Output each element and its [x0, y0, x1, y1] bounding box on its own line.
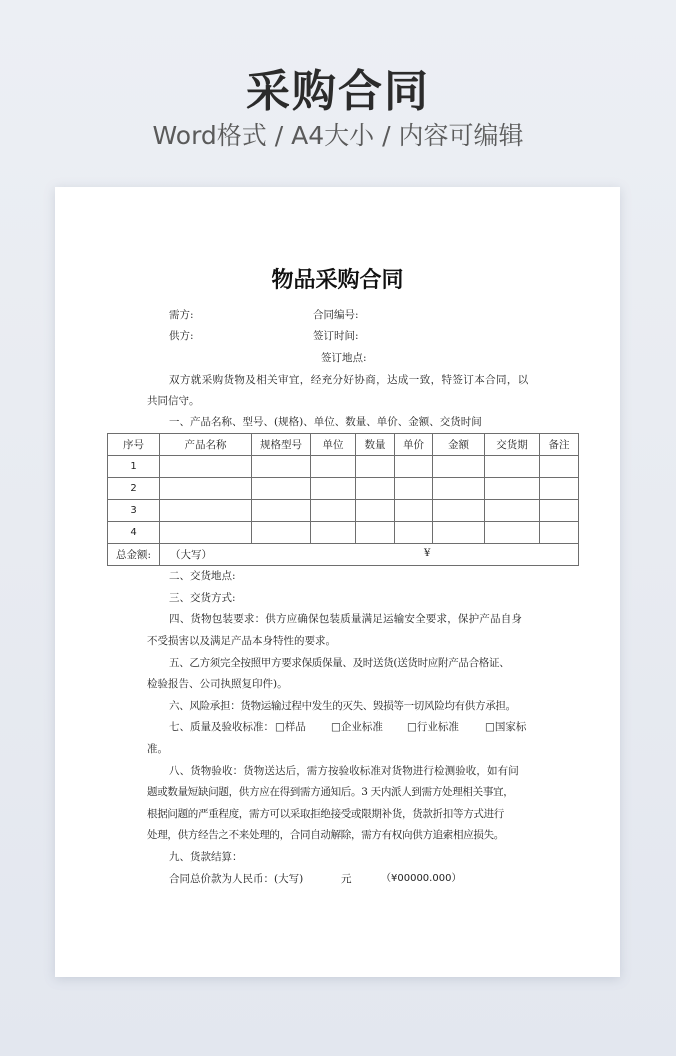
table-header: 单价 — [395, 434, 433, 456]
table-cell-index[interactable]: 3 — [108, 500, 160, 522]
intro-text-line2: 共同信守。 — [147, 395, 200, 407]
table-cell[interactable] — [160, 456, 252, 478]
section2-delivery-place: 二、交货地点: — [169, 570, 236, 582]
table-cell[interactable] — [160, 500, 252, 522]
table-cell[interactable] — [160, 478, 252, 500]
table-cell[interactable] — [252, 478, 311, 500]
supplier-field-label: 供方: — [169, 330, 194, 342]
table-cell[interactable] — [252, 522, 311, 544]
sign-date-label: 签订时间: — [313, 330, 359, 342]
section8-line4: 处理，供方经告之不来处理的，合同自动解除，需方有权向供方追索相应损失。 — [147, 829, 504, 841]
section8-line3: 根据问题的严重程度，需方可以采取拒绝接受或限期补货，货款折扣等方式进行 — [147, 808, 504, 820]
table-cell[interactable] — [540, 500, 579, 522]
table-row — [108, 500, 579, 522]
table-cell[interactable] — [311, 522, 356, 544]
table-header: 备注 — [540, 434, 579, 456]
total-amount-label: 总金额: — [108, 544, 160, 566]
table-cell[interactable] — [356, 522, 395, 544]
section8-line1: 八、货物验收：货物送达后，需方按验收标准对货物进行检测验收，如有问 — [169, 765, 519, 777]
document-title: 物品采购合同 — [271, 268, 404, 293]
table-cell[interactable] — [540, 522, 579, 544]
section8-line2: 题或数量短缺问题，供方应在得到需方通知后。3 天内派人到需方处理相关事宜， — [147, 786, 514, 798]
table-cell[interactable] — [356, 478, 395, 500]
section5-line1: 五、乙方须完全按照甲方要求保质保量、及时送货(送货时应附产品合格证、 — [169, 657, 510, 669]
table-cell[interactable] — [485, 522, 540, 544]
table-header: 交货期 — [485, 434, 540, 456]
section3-delivery-method: 三、交货方式: — [169, 592, 236, 604]
table-cell[interactable] — [311, 456, 356, 478]
table-header: 规格型号 — [252, 434, 311, 456]
checkbox-option-industry-standard[interactable]: □行业标准 — [407, 721, 459, 733]
table-cell[interactable] — [311, 500, 356, 522]
payment-unit: 元 — [341, 873, 352, 885]
checkbox-option-enterprise-standard[interactable]: □企业标准 — [331, 721, 383, 733]
payment-amount: （¥00000.000） — [381, 873, 462, 884]
yen-symbol: ¥ — [424, 548, 431, 559]
checkbox-option-national-standard[interactable]: □国家标 — [485, 721, 527, 733]
table-cell[interactable] — [311, 478, 356, 500]
contract-number-label: 合同编号: — [313, 309, 359, 321]
section7-label: 七、质量及验收标准： — [169, 721, 274, 733]
table-cell[interactable] — [540, 478, 579, 500]
table-cell[interactable] — [540, 456, 579, 478]
sign-place-label: 签订地点: — [321, 352, 367, 364]
table-cell-index[interactable]: 2 — [108, 478, 160, 500]
table-total-row — [108, 544, 579, 566]
section6-risk: 六、风险承担：货物运输过程中发生的灭失、毁损等一切风险均有供方承担。 — [169, 700, 516, 712]
payment-label: 合同总价款为人民币：(大写) — [169, 873, 304, 885]
total-uppercase-label: （大写） — [170, 548, 212, 561]
table-cell[interactable] — [356, 500, 395, 522]
document-page — [55, 187, 620, 977]
product-table — [107, 433, 579, 566]
intro-text-line1: 双方就采购货物及相关审宜，经充分好协商，达成一致，特签订本合同，以 — [169, 374, 529, 386]
table-cell[interactable] — [252, 456, 311, 478]
banner-subtitle: Word格式 / A4大小 / 内容可编辑 — [152, 121, 524, 150]
section4-line2: 不受损害以及满足产品本身特性的要求。 — [147, 635, 336, 647]
table-cell-index[interactable]: 4 — [108, 522, 160, 544]
table-header-row — [108, 434, 579, 456]
table-cell[interactable] — [395, 456, 433, 478]
table-cell-index[interactable]: 1 — [108, 456, 160, 478]
table-header: 产品名称 — [160, 434, 252, 456]
section1-heading: 一、产品名称、型号、(规格)、单位、数量、单价、金额、交货时间 — [169, 416, 482, 428]
section5-line2: 检验报告、公司执照复印件)。 — [147, 678, 288, 690]
table-cell[interactable] — [395, 478, 433, 500]
table-cell[interactable] — [433, 500, 485, 522]
section4-line1: 四、货物包装要求：供方应确保包装质量满足运输安全要求，保护产品自身 — [169, 613, 523, 625]
table-cell[interactable] — [356, 456, 395, 478]
table-cell[interactable] — [433, 456, 485, 478]
banner-title: 采购合同 — [246, 66, 430, 117]
table-header: 序号 — [108, 434, 160, 456]
table-row — [108, 522, 579, 544]
contract-document — [55, 187, 620, 977]
total-amount-cell[interactable] — [160, 544, 579, 566]
section9-payment: 九、货款结算： — [169, 851, 243, 863]
table-cell[interactable] — [395, 500, 433, 522]
table-cell[interactable] — [433, 478, 485, 500]
checkbox-option-sample[interactable]: □样品 — [275, 721, 306, 733]
table-header: 数量 — [356, 434, 395, 456]
table-cell[interactable] — [485, 478, 540, 500]
table-cell[interactable] — [485, 500, 540, 522]
table-header: 金额 — [433, 434, 485, 456]
table-header: 单位 — [311, 434, 356, 456]
buyer-field-label: 需方: — [169, 309, 194, 321]
section7-continuation: 准。 — [147, 743, 168, 755]
table-cell[interactable] — [485, 456, 540, 478]
table-cell[interactable] — [252, 500, 311, 522]
table-cell[interactable] — [433, 522, 485, 544]
table-row — [108, 456, 579, 478]
table-cell[interactable] — [395, 522, 433, 544]
table-cell[interactable] — [160, 522, 252, 544]
table-row — [108, 478, 579, 500]
